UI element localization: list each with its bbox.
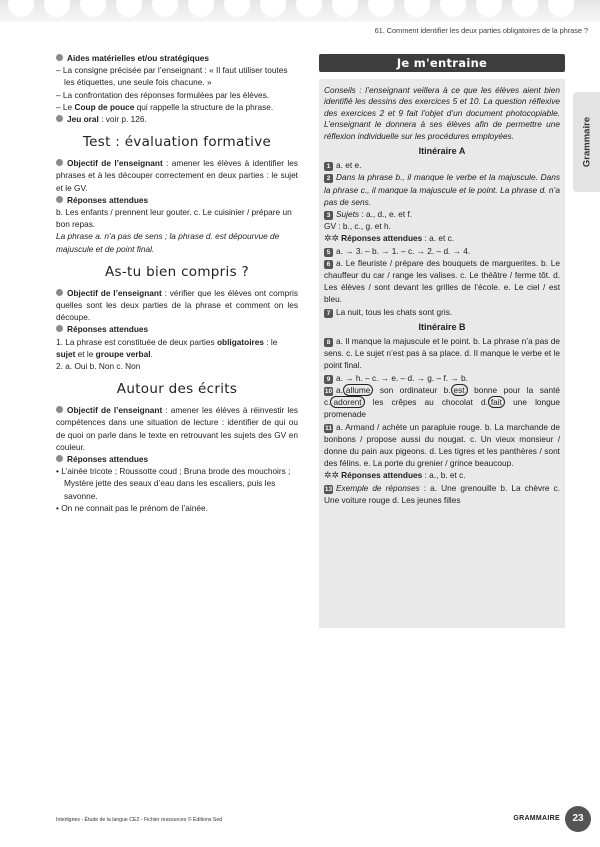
section-title-astu: As-tu bien compris ? bbox=[105, 263, 249, 280]
bullet-dot-icon bbox=[56, 455, 63, 462]
astu-answer-1: 1. La phrase est constituée de deux parties obligatoires : le sujet et le groupe verbal. bbox=[56, 336, 278, 359]
exercise-number-icon: 7 bbox=[324, 309, 333, 318]
left-column bbox=[56, 52, 298, 514]
exercise-6: 6 a. Le fleuriste / prépare des bouquets de marguerites. b. Le chauffeur du car / range les valises. c. Le théâtre / ferme tôt. d. Les élèves / sont devant les grilles de l’école. e. Le ciel / est bleu. bbox=[324, 257, 560, 305]
exercise-10: 10 a. allume son ordinateur b. est bonne pour la santé c. adorent les crêpes au chocolat d. fait une longue promenade bbox=[324, 384, 560, 420]
conseils-note: Conseils : l’enseignant veillera à ce que les élèves aient bien identifié les dessins des exercices 5 et 10. La question réflexive des exercices 2 et 9 fait l’objet d’un document photocopiable. L’enseignant le donnera à ses élèves afin de permettre une réflexion individuelle sur les procédures employées. bbox=[324, 85, 560, 141]
exercise-8: 8 a. Il manque la majuscule et le point. b. La phrase n’a pas de sens. c. Le sujet n’est pas à sa place. d. Il manque le verbe et le point final. bbox=[324, 336, 560, 371]
side-tab-grammaire: Grammaire bbox=[573, 92, 600, 192]
exercise-12: ✲✲ Réponses attendues : a., b. et c. bbox=[324, 470, 466, 481]
bullet-dot-icon bbox=[56, 54, 63, 61]
gears-icon: ✲✲ bbox=[324, 233, 340, 244]
test-answers-note: La phrase a. n’a pas de sens ; la phrase d. est dépourvue de majuscule et de point final. bbox=[56, 231, 280, 254]
jeu-oral: Jeu oral : voir p. 126. bbox=[56, 113, 298, 125]
section-title-autour: Autour des écrits bbox=[116, 381, 238, 398]
exercise-3-gv: GV : b., c., g. et h. bbox=[324, 221, 391, 232]
astu-objective: Objectif de l’enseignant : vérifier que les élèves ont compris quelles sont les deux parties de la phrase et comment on les découpe. bbox=[56, 287, 298, 323]
exercise-number-icon: 8 bbox=[324, 338, 333, 347]
gears-icon: ✲✲ bbox=[324, 470, 340, 481]
exercise-13: 13 Exemple de réponses : a. Une grenouille b. La chèvre c. Une voiture rouge d. Les jeunes filles bbox=[324, 482, 560, 505]
exercise-answers-box bbox=[319, 79, 565, 628]
exercise-number-icon: 11 bbox=[325, 424, 332, 432]
aides-item: – La consigne précisée par l’enseignant : « Il faut utiliser toutes les étiquettes, une seule fois chacune. » bbox=[56, 65, 288, 88]
circled-verb: allume bbox=[343, 384, 373, 396]
exercise-number-icon: 3 bbox=[324, 211, 333, 220]
section-header-je-mentraine: Je m'entraine bbox=[319, 54, 565, 72]
aides-item: – Le Coup de pouce qui rappelle la structure de la phrase. bbox=[56, 101, 274, 112]
exercise-7: 7 La nuit, tous les chats sont gris. bbox=[324, 306, 560, 318]
exercise-11: 11 a. Armand / achète un parapluie rouge. b. La marchande de bonbons / propose aussi du nougat. c. Un vieux monsieur / donne du pain aux pigeons. d. Les tigres et les panthères / sont des félins. e. La porte du grenier / grince beaucoup. bbox=[324, 421, 560, 469]
exercise-5: 5 a. → 3. – b. → 1. – c. → 2. – d. → 4. bbox=[324, 245, 560, 257]
bullet-dot-icon bbox=[56, 289, 63, 296]
exercise-number-icon: 2 bbox=[324, 174, 333, 183]
footer-section-label: GRAMMAIRE bbox=[513, 815, 560, 822]
circled-verb: fait bbox=[488, 396, 505, 408]
autour-objective: Objectif de l’enseignant : amener les élèves à réinvestir les compétences dans une situation de lecture : identifier de qui ou de quoi on parle dans le texte en retrouvant les sujets des GV en couleur. bbox=[56, 405, 298, 452]
footer-credit: Interlignes - Étude de la langue CE2 - Fichier ressources © Éditions Sed bbox=[56, 817, 223, 823]
bullet-dot-icon bbox=[56, 406, 63, 413]
exercise-number-icon: 13 bbox=[324, 485, 333, 493]
aides-item: – La confrontation des réponses formulées par les élèves. bbox=[56, 89, 270, 100]
autour-answers-heading: Réponses attendues bbox=[56, 453, 298, 465]
circled-verb: est bbox=[451, 384, 468, 396]
bullet-dot-icon bbox=[56, 159, 63, 166]
circled-verb: adorent bbox=[330, 396, 364, 408]
astu-answers-heading: Réponses attendues bbox=[56, 323, 298, 335]
itineraire-a-title: Itinéraire A bbox=[418, 146, 466, 157]
test-objective: Objectif de l’enseignant : amener les élèves à identifier les phrases et à les découper correctement en deux parties : le sujet et le GV. bbox=[56, 158, 298, 193]
test-answers-heading: Réponses attendues bbox=[56, 194, 298, 206]
autour-answer: • On ne connait pas le prénom de l’ainée. bbox=[56, 502, 208, 513]
aides-heading: Aides matérielles et/ou stratégiques bbox=[56, 52, 298, 64]
section-title-test: Test : évaluation formative bbox=[82, 134, 272, 151]
exercise-number-icon: 5 bbox=[324, 248, 333, 257]
astu-answer-2: 2. a. Oui b. Non c. Non bbox=[56, 361, 141, 372]
page-number-badge: 23 bbox=[565, 806, 591, 832]
autour-answer: • L’ainée tricote ; Roussotte coud ; Bruna brode des mouchoirs ; Mystère jette des seaux d’eau dans les escaliers, puis les savonne. bbox=[56, 466, 291, 501]
running-head: 61. Comment identifier les deux parties obligatoires de la phrase ? bbox=[374, 26, 588, 35]
itineraire-b-title: Itinéraire B bbox=[418, 321, 466, 332]
exercise-2: 2 Dans la phrase b., il manque le verbe et la majuscule. Dans la phrase c., il manque la majuscule et le point. La phrase d. n’a pas de sens. bbox=[324, 172, 560, 207]
exercise-1: 1 a. et e. bbox=[324, 159, 560, 171]
right-column bbox=[319, 54, 565, 628]
top-decorative-band bbox=[0, 0, 600, 22]
bullet-dot-icon bbox=[56, 115, 63, 122]
test-answers: b. Les enfants / prennent leur gouter. c. Le cuisinier / prépare un bon repas. bbox=[56, 207, 292, 230]
exercise-number-icon: 9 bbox=[324, 375, 333, 384]
exercise-4: ✲✲ Réponses attendues : a. et c. bbox=[324, 233, 455, 244]
exercise-number-icon: 10 bbox=[324, 387, 333, 395]
exercise-9: 9 a. → h. – c. → e. – d. → g. – f. → b. bbox=[324, 372, 560, 384]
exercise-3: 3 Sujets : a., d., e. et f. bbox=[324, 208, 560, 220]
bullet-dot-icon bbox=[56, 325, 63, 332]
bullet-dot-icon bbox=[56, 196, 63, 203]
exercise-number-icon: 6 bbox=[324, 260, 333, 269]
exercise-number-icon: 1 bbox=[324, 162, 333, 171]
